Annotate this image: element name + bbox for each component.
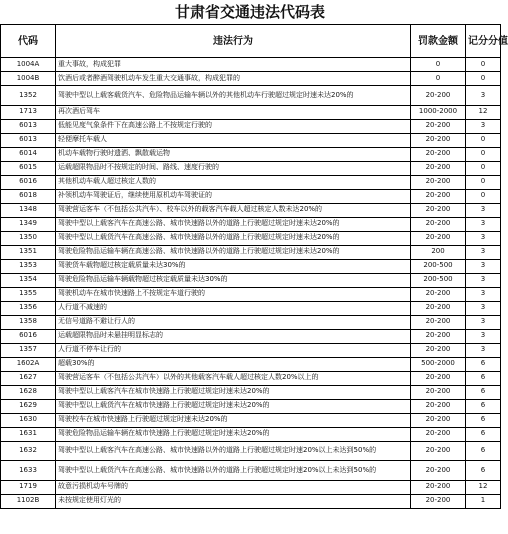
cell-behavior: 驾驶中型以上载客汽车在高速公路、城市快速路以外的道路上行驶超过规定时速未达20%的	[56, 217, 411, 231]
header-fine: 罚款金额	[411, 25, 466, 58]
cell-fine: 20-200	[411, 385, 466, 399]
cell-behavior: 驾驶中型以上载客汽车在高速公路、城市快速路以外的道路上行驶超过规定时速20%以上未达到50%的	[56, 441, 411, 461]
cell-fine: 20-200	[411, 147, 466, 161]
cell-points: 6	[466, 461, 501, 481]
table-row	[1, 259, 501, 273]
cell-fine: 20-200	[411, 119, 466, 133]
cell-fine: 20-200	[411, 480, 466, 494]
cell-behavior: 驾驶中型以上载客汽车在城市快速路上行驶超过规定时速未达20%的	[56, 385, 411, 399]
table-row	[1, 86, 501, 106]
cell-fine: 20-200	[411, 315, 466, 329]
cell-behavior: 运载超限物品时未悬挂明显标志的	[56, 329, 411, 343]
table-row	[1, 58, 501, 72]
cell-code: 1602A	[1, 357, 56, 371]
header-code: 代码	[1, 25, 56, 58]
cell-fine: 20-200	[411, 441, 466, 461]
cell-fine: 20-200	[411, 371, 466, 385]
cell-fine: 20-200	[411, 203, 466, 217]
cell-code: 6015	[1, 161, 56, 175]
table-row	[1, 441, 501, 461]
cell-behavior: 低能见度气象条件下在高速公路上不按规定行驶的	[56, 119, 411, 133]
cell-points: 12	[466, 480, 501, 494]
table-row	[1, 287, 501, 301]
table-body	[1, 58, 501, 509]
cell-behavior: 驾驶校车在城市快速路上行驶超过规定时速未达20%的	[56, 413, 411, 427]
cell-code: 1348	[1, 203, 56, 217]
cell-points: 3	[466, 259, 501, 273]
cell-code: 1713	[1, 105, 56, 119]
cell-fine: 20-200	[411, 343, 466, 357]
cell-behavior: 驾驶中型以上载货汽车在城市快速路上行驶超过规定时速未达20%的	[56, 399, 411, 413]
cell-behavior: 驾驶机动车在城市快速路上不按规定车道行驶的	[56, 287, 411, 301]
cell-behavior: 运载超限物品时不按规定的时间、路线、速度行驶的	[56, 161, 411, 175]
cell-points: 6	[466, 357, 501, 371]
cell-code: 1630	[1, 413, 56, 427]
cell-behavior: 补领机动车驾驶证后，继续使用原机动车驾驶证的	[56, 189, 411, 203]
cell-fine: 20-200	[411, 175, 466, 189]
cell-points: 0	[466, 133, 501, 147]
table-row	[1, 427, 501, 441]
cell-behavior: 机动车载物行驶时遗洒、飘散载运物	[56, 147, 411, 161]
table-row	[1, 357, 501, 371]
cell-fine: 1000-2000	[411, 105, 466, 119]
table-row	[1, 231, 501, 245]
cell-points: 0	[466, 72, 501, 86]
cell-behavior: 驾驶营运客车（不包括公共汽车）、校车以外的载客汽车载人超过核定人数未达20%的	[56, 203, 411, 217]
cell-behavior: 无信号道路不避让行人的	[56, 315, 411, 329]
cell-points: 3	[466, 231, 501, 245]
cell-points: 0	[466, 175, 501, 189]
cell-behavior: 重大事故，构成犯罪	[56, 58, 411, 72]
cell-points: 6	[466, 413, 501, 427]
table-row	[1, 343, 501, 357]
cell-code: 1004B	[1, 72, 56, 86]
table-row	[1, 494, 501, 508]
cell-fine: 20-200	[411, 189, 466, 203]
cell-behavior: 人行道不减速的	[56, 301, 411, 315]
cell-behavior: 驾驶危险物品运输车辆在城市快速路上行驶超过规定时速未达20%的	[56, 427, 411, 441]
cell-behavior: 故意污损机动车号牌的	[56, 480, 411, 494]
table-row	[1, 133, 501, 147]
cell-code: 1356	[1, 301, 56, 315]
table-row	[1, 175, 501, 189]
page-title: 甘肃省交通违法代码表	[174, 3, 325, 21]
cell-code: 1349	[1, 217, 56, 231]
cell-points: 3	[466, 329, 501, 343]
cell-points: 3	[466, 273, 501, 287]
cell-points: 3	[466, 245, 501, 259]
cell-fine: 20-200	[411, 133, 466, 147]
cell-fine: 0	[411, 58, 466, 72]
cell-code: 6013	[1, 133, 56, 147]
cell-code: 1629	[1, 399, 56, 413]
cell-code: 1358	[1, 315, 56, 329]
table-row	[1, 399, 501, 413]
cell-points: 3	[466, 315, 501, 329]
table-row	[1, 461, 501, 481]
cell-points: 0	[466, 161, 501, 175]
cell-code: 1352	[1, 86, 56, 106]
cell-code: 1354	[1, 273, 56, 287]
cell-code: 1719	[1, 480, 56, 494]
table-row	[1, 385, 501, 399]
cell-behavior: 驾驶中型以上载货汽车在高速公路、城市快速路以外的道路上行驶超过规定时速未达20%的	[56, 231, 411, 245]
cell-fine: 20-200	[411, 287, 466, 301]
table-row	[1, 273, 501, 287]
cell-code: 1355	[1, 287, 56, 301]
cell-points: 0	[466, 147, 501, 161]
cell-points: 0	[466, 189, 501, 203]
cell-points: 6	[466, 441, 501, 461]
cell-code: 1353	[1, 259, 56, 273]
cell-fine: 20-200	[411, 231, 466, 245]
table-row	[1, 371, 501, 385]
cell-fine: 20-200	[411, 461, 466, 481]
cell-points: 3	[466, 343, 501, 357]
cell-behavior: 驾驶危险物品运输车辆在高速公路、城市快速路以外的道路上行驶超过规定时速未达20%的	[56, 245, 411, 259]
cell-code: 1627	[1, 371, 56, 385]
cell-fine: 200-500	[411, 273, 466, 287]
cell-code: 6016	[1, 175, 56, 189]
cell-points: 1	[466, 494, 501, 508]
cell-points: 3	[466, 287, 501, 301]
cell-fine: 20-200	[411, 399, 466, 413]
table-header	[1, 25, 508, 58]
table-row	[1, 315, 501, 329]
cell-behavior: 其他机动车载人超过核定人数的	[56, 175, 411, 189]
cell-behavior: 饮酒后或者醉酒驾驶机动车发生重大交通事故，构成犯罪的	[56, 72, 411, 86]
table-row	[1, 413, 501, 427]
cell-fine: 20-200	[411, 217, 466, 231]
cell-points: 3	[466, 301, 501, 315]
table-row	[1, 161, 501, 175]
table-row	[1, 189, 501, 203]
cell-fine: 20-200	[411, 494, 466, 508]
cell-fine: 20-200	[411, 413, 466, 427]
cell-code: 1350	[1, 231, 56, 245]
cell-behavior: 驾驶货车载物超过核定载质量未达30%的	[56, 259, 411, 273]
table-row	[1, 480, 501, 494]
cell-fine: 500-2000	[411, 357, 466, 371]
cell-code: 1102B	[1, 494, 56, 508]
cell-behavior: 轻便摩托车载人	[56, 133, 411, 147]
cell-fine: 20-200	[411, 329, 466, 343]
cell-code: 1632	[1, 441, 56, 461]
cell-code: 1351	[1, 245, 56, 259]
cell-code: 6014	[1, 147, 56, 161]
table-row	[1, 119, 501, 133]
cell-points: 6	[466, 399, 501, 413]
cell-behavior: 人行道不停车让行的	[56, 343, 411, 357]
table-row	[1, 329, 501, 343]
cell-behavior: 驾驶中型以上载货汽车在高速公路、城市快速路以外的道路上行驶超过规定时速20%以上未达到50%的	[56, 461, 411, 481]
cell-code: 1628	[1, 385, 56, 399]
cell-fine: 200	[411, 245, 466, 259]
cell-code: 1633	[1, 461, 56, 481]
cell-points: 3	[466, 217, 501, 231]
cell-behavior: 驾驶危险物品运输车辆载物超过核定载质量未达30%的	[56, 273, 411, 287]
cell-behavior: 再次酒后驾车	[56, 105, 411, 119]
cell-code: 6013	[1, 119, 56, 133]
cell-points: 12	[466, 105, 501, 119]
cell-fine: 20-200	[411, 161, 466, 175]
violation-code-table	[0, 24, 508, 509]
cell-fine: 0	[411, 72, 466, 86]
table-row	[1, 203, 501, 217]
table-row	[1, 245, 501, 259]
cell-fine: 20-200	[411, 427, 466, 441]
header-behavior: 违法行为	[56, 25, 411, 58]
table-row	[1, 217, 501, 231]
cell-code: 1631	[1, 427, 56, 441]
header-points: 记分分值	[466, 25, 501, 58]
cell-points: 3	[466, 203, 501, 217]
table-row	[1, 72, 501, 86]
cell-behavior: 超载30%的	[56, 357, 411, 371]
cell-behavior: 未按规定使用灯光的	[56, 494, 411, 508]
cell-points: 3	[466, 86, 501, 106]
cell-code: 1004A	[1, 58, 56, 72]
cell-code: 1357	[1, 343, 56, 357]
cell-points: 6	[466, 427, 501, 441]
cell-points: 0	[466, 58, 501, 72]
table-row	[1, 105, 501, 119]
cell-points: 6	[466, 371, 501, 385]
cell-code: 6018	[1, 189, 56, 203]
cell-behavior: 驾驶中型以上载客载货汽车、危险物品运输车辆以外的其他机动车行驶超过规定时速未达20%的	[56, 86, 411, 106]
cell-fine: 20-200	[411, 301, 466, 315]
cell-behavior: 驾驶营运客车（不包括公共汽车）以外的其他载客汽车载人超过核定人数20%以上的	[56, 371, 411, 385]
cell-points: 6	[466, 385, 501, 399]
cell-code: 6016	[1, 329, 56, 343]
cell-fine: 20-200	[411, 86, 466, 106]
table-row	[1, 301, 501, 315]
cell-fine: 200-500	[411, 259, 466, 273]
cell-points: 3	[466, 119, 501, 133]
table-row	[1, 147, 501, 161]
